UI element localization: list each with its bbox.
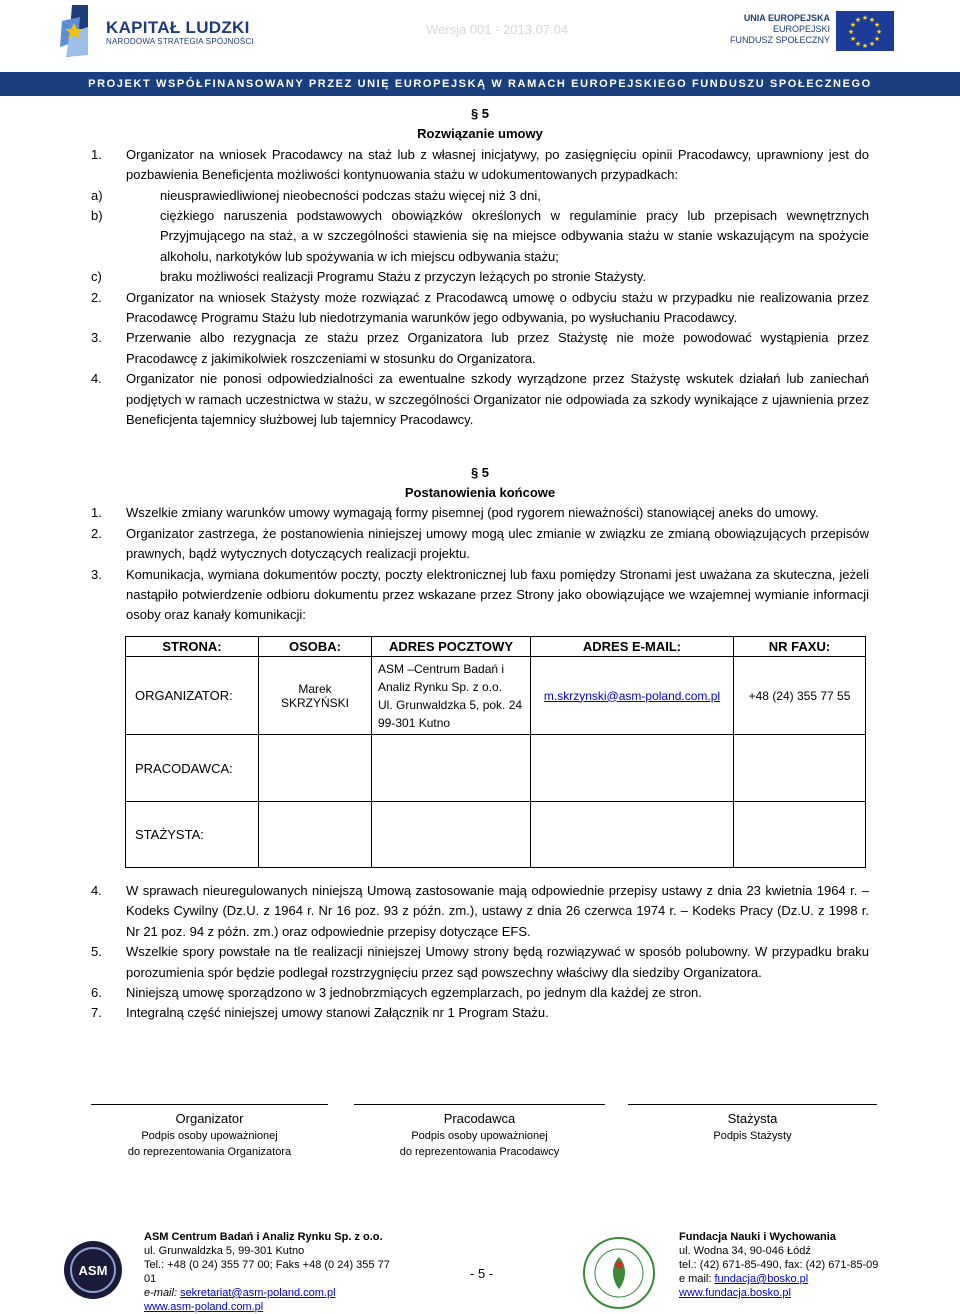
table-cell xyxy=(372,735,531,802)
item-number: 5. xyxy=(91,944,102,960)
caption-line: Podpis osoby upoważnionej xyxy=(411,1130,548,1142)
eu-line3: FUNDUSZ SPOŁECZNY xyxy=(729,35,830,45)
list-item xyxy=(91,524,869,565)
caption-line: Podpis Stażysty xyxy=(713,1130,792,1142)
svg-text:★: ★ xyxy=(847,28,855,36)
company-address: ul. Grunwaldzka 5, 99-301 Kutno xyxy=(144,1245,305,1257)
column-header: ADRES POCZTOWY xyxy=(372,637,531,657)
item-text: Integralną część niniejszej umowy stanowi Załącznik nr 1 Program Stażu. xyxy=(126,1005,549,1021)
section-title: Postanowienia końcowe xyxy=(404,484,556,500)
footer-asm xyxy=(144,1230,404,1314)
item-number: c) xyxy=(91,269,102,285)
eu-flag-icon xyxy=(836,11,894,51)
column-header: OSOBA: xyxy=(259,637,372,657)
address-line: Analiz Rynku Sp. z o.o. xyxy=(378,679,503,694)
column-header: NR FAXU: xyxy=(734,637,866,657)
signature-role: Stażysta xyxy=(727,1111,778,1126)
item-number: 4. xyxy=(91,883,102,898)
item-number: 1. xyxy=(91,505,102,521)
page-header xyxy=(0,0,960,72)
signature-caption xyxy=(354,1128,605,1160)
project-banner: PROJEKT WSPÓŁFINANSOWANY PRZEZ UNIĘ EUROPEJSKĄ W RAMACH EUROPEJSKIEGO FUNDUSZU SPOŁECZNEGO xyxy=(0,72,960,96)
table-cell xyxy=(531,735,734,802)
svg-text:★: ★ xyxy=(861,14,869,22)
item-number: a) xyxy=(91,187,103,203)
address-line: Ul. Grunwaldzka 5, pok. 24 xyxy=(378,697,523,712)
list-item xyxy=(91,565,869,626)
item-text: W sprawach nieuregulowanych niniejszą Umową zastosowanie mają odpowiednie przepisy ustawy z dnia 23 kwietnia 1964 r. – Kodeks Cywilny (Dz.U. z 1964 r. Nr 16 poz. 93 z późn. zm.), ustawy z dnia 26 czerwca 1974 r. – Kodeks Pracy (Dz.U. z 1998 r. Nr 21 poz. 94 z późn. zm.) oraz odpowiednie przepisy dotyczące EFS. xyxy=(126,883,869,939)
company-www-line xyxy=(144,1300,404,1314)
table-cell xyxy=(734,735,866,802)
email-link[interactable]: fundacja@bosko.pl xyxy=(714,1273,809,1285)
foundation-www-line xyxy=(679,1286,919,1300)
caption-line: do reprezentowania Pracodawcy xyxy=(399,1146,560,1158)
item-text: ciężkiego naruszenia podstawowych obowiązków określonych w regulaminie pracy lub przepisach wewnętrznych Przyjmującego na staż, a w szczególności stawienia się na miejsce odbywania stażu w stanie wskazującym na spożycie alkoholu, narkotyków lub spożywania w ich miejscu odbywania stażu; xyxy=(160,208,869,264)
section-number: § 5 xyxy=(470,464,490,480)
table-cell xyxy=(259,735,372,802)
svg-text:★: ★ xyxy=(873,35,881,43)
item-text: Przerwanie albo rezygnacja ze stażu przez Organizatora lub przez Stażystę nie może powodować wystąpienia przez Pracodawcę z jakimikolwiek roszczeniami w stosunku do Organizatora. xyxy=(126,330,869,366)
svg-text:★: ★ xyxy=(854,16,862,24)
foundation-name: Fundacja Nauki i Wychowania xyxy=(679,1231,836,1243)
caption-line: Podpis osoby upoważnionej xyxy=(141,1130,278,1142)
party-label: ORGANIZATOR: xyxy=(126,657,259,735)
signature-employer xyxy=(354,1104,605,1160)
item-text: Organizator zastrzega, że postanowienia niniejszej umowy mogą ulec zmianie w związku ze zmianą obowiązujących przepisów prawnych, bądź wytycznych dotyczących realizacji projektu. xyxy=(126,525,869,562)
party-label: PRACODAWCA: xyxy=(126,735,259,802)
item-number: 2. xyxy=(91,525,102,541)
table-row xyxy=(126,735,866,802)
item-number: 1. xyxy=(91,146,102,162)
item-text: Komunikacja, wymiana dokumentów poczty, poczty elektronicznej lub faxu pomiędzy Stronami jest uważana za skuteczna, jeżeli nastąpiło potwierdzenie odbioru dokumentu przez wskazane przez Strony jako obowiązujące we wzajemnej wymianie informacji osoby oraz kanały komunikacji: xyxy=(126,566,869,623)
eu-line1: UNIA EUROPEJSKA xyxy=(743,13,830,23)
signature-role: Organizator xyxy=(175,1111,244,1126)
document-body xyxy=(91,100,869,626)
list-item xyxy=(91,328,869,369)
item-text: Organizator na wniosek Stażysty może rozwiązać z Pracodawcą umowę o odbyciu stażu w przypadku nie realizowania przez Pracodawcę Programu Stażu lub niedotrzymania warunków jego odbywania, po wysłuchaniu Pracodawcy. xyxy=(126,289,869,326)
footer-fundacja xyxy=(679,1230,919,1300)
table-header-row xyxy=(126,637,866,657)
item-number: 3. xyxy=(91,330,102,346)
table-cell xyxy=(531,802,734,868)
asm-logo-icon xyxy=(63,1240,123,1300)
website-link[interactable]: www.fundacja.bosko.pl xyxy=(679,1287,791,1299)
logo-subtitle: NARODOWA STRATEGIA SPÓJNOŚCI xyxy=(106,37,254,46)
version-watermark: Wersja 001 - 2013.07.04 xyxy=(426,22,569,37)
company-name: ASM Centrum Badań i Analiz Rynku Sp. z o.o. xyxy=(144,1231,383,1243)
signature-line xyxy=(91,1104,328,1105)
page-number: - 5 - xyxy=(470,1266,494,1281)
list-item xyxy=(91,983,869,1003)
list-subitem xyxy=(91,206,869,267)
item-number: 3. xyxy=(91,566,102,582)
fax-number: +48 (24) 355 77 55 xyxy=(734,657,866,735)
fundacja-logo-icon xyxy=(581,1235,657,1311)
email-link[interactable]: sekretariat@asm-poland.com.pl xyxy=(180,1287,336,1299)
list-item xyxy=(91,1003,869,1023)
svg-text:★: ★ xyxy=(868,16,876,24)
foundation-address: ul. Wodna 34, 90-046 Łódź xyxy=(679,1245,811,1257)
item-text: Organizator na wniosek Pracodawcy na staż lub z własnej inicjatywy, po zasięgnięciu opinii Pracodawcy, uprawniony jest do pozbawienia Beneficjenta możliwości kontynuowania stażu w udokumentowanych przypadkach: xyxy=(126,146,869,183)
signature-line xyxy=(628,1104,877,1105)
svg-text:★: ★ xyxy=(849,21,857,29)
signature-intern xyxy=(628,1104,877,1144)
item-text: Niniejszą umowę sporządzono w 3 jednobrzmiących egzemplarzach, po jednym dla każdej ze stron. xyxy=(126,985,702,1001)
list-item xyxy=(91,145,869,186)
item-number: 4. xyxy=(91,371,102,387)
list-item xyxy=(91,369,869,430)
svg-text:★: ★ xyxy=(873,21,881,29)
list-subitem xyxy=(91,186,869,206)
list-subitem xyxy=(91,267,869,287)
address-line: 99-301 Kutno xyxy=(378,715,451,730)
party-label: STAŻYSTA: xyxy=(126,802,259,868)
item-text: Organizator nie ponosi odpowiedzialności za ewentualne szkody wyrządzone przez Stażystę wskutek działań lub zaniechań podjętych w ramach uczestnictwa w stażu, w szczególności Organizator nie odpowiada za szkody wynikające z ujawnienia przez Beneficjenta tajemnicy służbowej lub tajemnicy Pracodawcy. xyxy=(126,371,869,428)
signature-organizer xyxy=(91,1104,328,1160)
item-number: 6. xyxy=(91,985,102,1001)
eu-label xyxy=(716,13,830,46)
person-name: Marek SKRZYŃSKI xyxy=(259,657,372,735)
address-line: ASM –Centrum Badań i xyxy=(378,661,505,676)
caption-line: do reprezentowania Organizatora xyxy=(127,1146,292,1158)
list-item xyxy=(91,942,869,983)
website-link[interactable]: www.asm-poland.com.pl xyxy=(144,1301,264,1313)
signature-caption xyxy=(91,1128,328,1160)
item-number: 7. xyxy=(91,1005,102,1021)
table-cell xyxy=(372,802,531,868)
signature-caption xyxy=(628,1128,877,1144)
company-phone: Tel.: +48 (0 24) 355 77 00; Faks +48 (0 24) 355 77 01 xyxy=(144,1259,390,1285)
column-header: ADRES E-MAIL: xyxy=(531,637,734,657)
postal-address xyxy=(372,657,531,735)
svg-text:★: ★ xyxy=(875,28,883,36)
table-cell xyxy=(734,802,866,868)
signature-role: Pracodawca xyxy=(443,1111,516,1126)
svg-text:★: ★ xyxy=(854,40,862,48)
company-email-line xyxy=(144,1286,404,1300)
svg-text:★: ★ xyxy=(868,40,876,48)
section-title: Rozwiązanie umowy xyxy=(417,126,543,142)
table-cell xyxy=(259,802,372,868)
list-item xyxy=(91,288,869,329)
foundation-email-line xyxy=(679,1272,919,1286)
list-item xyxy=(91,881,869,942)
item-text: nieusprawiedliwionej nieobecności podczas stażu więcej niż 3 dni, xyxy=(160,187,541,203)
eu-line2: EUROPEJSKI xyxy=(772,24,830,34)
asm-logo-text: ASM xyxy=(78,1263,108,1278)
item-number: 2. xyxy=(91,289,102,305)
item-text: Wszelkie zmiany warunków umowy wymagają formy pisemnej (pod rygorem nieważności) stanowiącej aneks do umowy. xyxy=(126,505,819,521)
list-item xyxy=(91,503,869,523)
logo-title: KAPITAŁ LUDZKI xyxy=(106,18,250,37)
item-text: braku możliwości realizacji Programu Stażu z przyczyn leżących po stronie Stażysty. xyxy=(160,269,646,285)
signature-line xyxy=(354,1104,605,1105)
item-text: Wszelkie spory powstałe na tle realizacji niniejszej Umowy strony będą rozwiązywać w sposób polubowny. W przypadku braku porozumienia spór będzie podlegał rozstrzygnięciu przez sąd powszechny właściwy dla siedziby Organizatora. xyxy=(126,944,869,980)
section-number: § 5 xyxy=(470,106,490,121)
email-cell xyxy=(531,657,734,735)
column-header: STRONA: xyxy=(126,637,259,657)
email-label: e mail: xyxy=(679,1273,715,1285)
email-label: e-mail: xyxy=(144,1287,181,1299)
email-link[interactable]: m.skrzynski@asm-poland.com.pl xyxy=(543,688,721,703)
table-row xyxy=(126,657,866,735)
table-row xyxy=(126,802,866,868)
item-number: b) xyxy=(91,208,103,224)
svg-text:★: ★ xyxy=(849,35,857,43)
foundation-phone: tel.: (42) 671-85-490, fax: (42) 671-85-09 xyxy=(679,1259,879,1271)
svg-text:★: ★ xyxy=(861,42,869,50)
closing-provisions xyxy=(91,881,869,1024)
contact-table xyxy=(125,636,866,868)
